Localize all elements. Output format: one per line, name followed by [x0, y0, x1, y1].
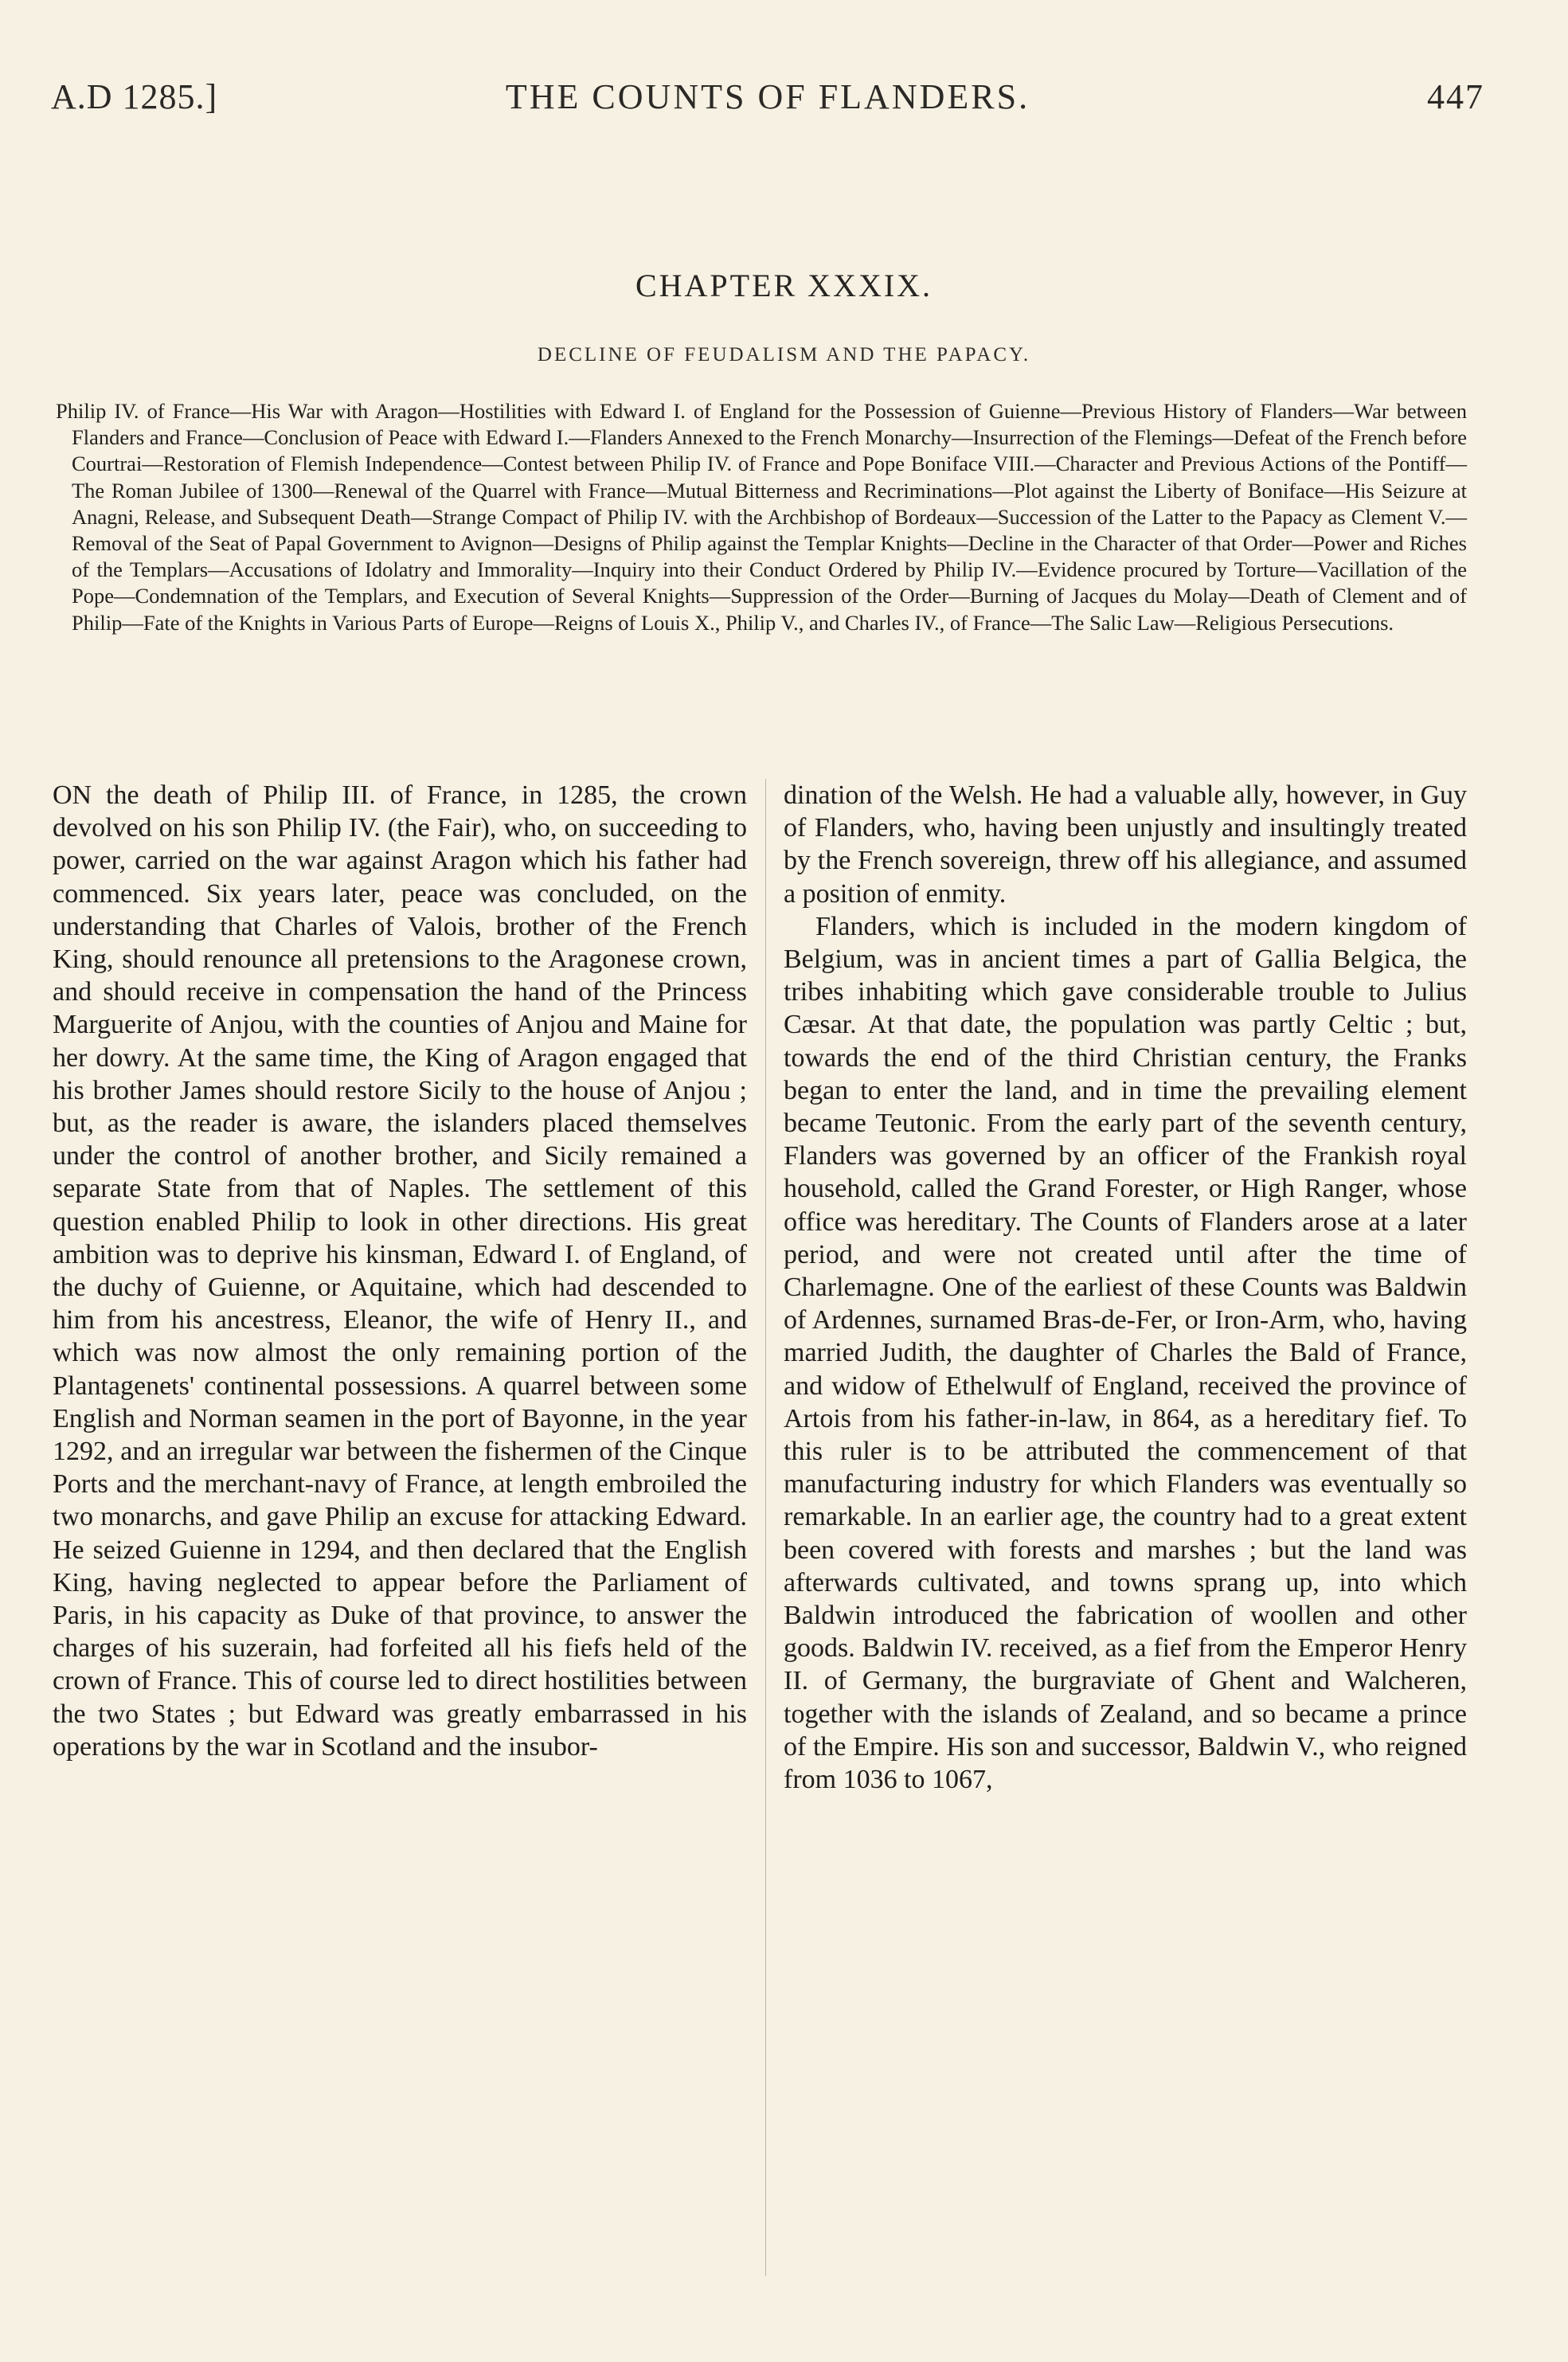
- chapter-title: CHAPTER XXXIX.: [635, 268, 933, 303]
- paragraph: Flanders, which is included in the modern kingdom of Belgium, was in ancient times a part of Gallia Belgica, the tribes inhabiting which gave considerable trouble to Julius Cæsar. At that date, the population was partly Celtic ; but, towards the end of the third Christian century, the Franks began to enter the land, and in time the prevailing element became Teutonic. From the early part of the seventh century, Flanders was governed by an officer of the Frankish royal household, called the Grand Forester, or High Ranger, whose office was hereditary. The Counts of Flanders arose at a later period, and were not created until after the time of Charlemagne. One of the earliest of these Counts was Baldwin of Ardennes, surnamed Bras-de-Fer, or Iron-Arm, who, having married Judith, the daughter of Charles the Bald of France, and widow of Ethelwulf of England, received the province of Artois from his father-in-law, in 864, as a hereditary fief. To this ruler is to be attributed the commencement of that manufacturing industry for which Flanders was eventually so remarkable. In an earlier age, the country had to a great extent been covered with forests and marshes ; but the land was afterwards cultivated, and towns sprang up, into which Baldwin introduced the fabrication of woollen and other goods. Baldwin IV. received, as a fief from the Emperor Henry II. of Germany, the burgraviate of Ghent and Walcheren, together with the islands of Zealand, and so became a prince of the Empire. His son and successor, Baldwin V., who reigned from 1036 to 1067,: [784, 911, 1467, 1795]
- column-divider: [765, 779, 766, 2276]
- running-head-date: A.D 1285.]: [51, 77, 218, 116]
- right-column: [784, 779, 1467, 1796]
- chapter-subtitle: DECLINE OF FEUDALISM AND THE PAPACY.: [537, 344, 1031, 366]
- paragraph: dination of the Welsh. He had a valuable ally, however, in Guy of Flanders, who, having been unjustly and insultingly treated by the French sovereign, threw off his allegiance, and assumed a position of enmity.: [784, 780, 1467, 909]
- left-column: [53, 779, 747, 1763]
- running-head: [51, 76, 1484, 124]
- running-head-title: THE COUNTS OF FLANDERS.: [505, 77, 1030, 116]
- paragraph: ON the death of Philip III. of France, in 1285, the crown devolved on his son Philip IV. (the Fair), who, on succeeding to power, carried on the war against Aragon which his father had commenced. Six years later, peace was concluded, on the understanding that Charles of Valois, brother of the French King, should renounce all pretensions to the Aragonese crown, and should receive in compensation the hand of the Princess Marguerite of Anjou, with the counties of Anjou and Maine for her dowry. At the same time, the King of Aragon engaged that his brother James should restore Sicily to the house of Anjou ; but, as the reader is aware, the islanders placed themselves under the control of another brother, and Sicily remained a separate State from that of Naples. The settlement of this question enabled Philip to look in other directions. His great ambition was to deprive his kinsman, Edward I. of England, of the duchy of Guienne, or Aquitaine, which had descended to him from his ancestress, Eleanor, the wife of Henry II., and which was now almost the only remaining portion of the Plantagenets' continental possessions. A quarrel between some English and Norman seamen in the port of Bayonne, in the year 1292, and an irregular war between the fishermen of the Cinque Ports and the merchant-navy of France, at length embroiled the two monarchs, and gave Philip an excuse for attacking Edward. He seized Guienne in 1294, and then declared that the English King, having neglected to appear before the Parliament of Paris, in his capacity as Duke of that province, to answer the charges of his suzerain, had forfeited all his fiefs held of the crown of France. This of course led to direct hostilities between the two States ; but Edward was greatly embarrassed in his operations by the war in Scotland and the insubor-: [53, 780, 747, 1762]
- page-number: 447: [1427, 77, 1484, 116]
- chapter-synopsis: Philip IV. of France—His War with Aragon—Hostilities with Edward I. of England for the Possession of Guienne—Previous History of Flanders—War between Flanders and France—Conclusion of Peace with Edward I.—Flanders Annexed to the French Monarchy—Insurrection of the Flemings—Defeat of the French before Courtrai—Restoration of Flemish Independence—Contest between Philip IV. of France and Pope Boniface VIII.—Character and Previous Actions of the Pontiff—The Roman Jubilee of 1300—Renewal of the Quarrel with France—Mutual Bitterness and Recriminations—Plot against the Liberty of Boniface—His Seizure at Anagni, Release, and Subsequent Death—Strange Compact of Philip IV. with the Archbishop of Bordeaux—Succession of the Latter to the Papacy as Clement V.—Removal of the Seat of Papal Government to Avignon—Designs of Philip against the Templar Knights—Decline in the Character of that Order—Power and Riches of the Templars—Accusations of Idolatry and Immorality—Inquiry into their Conduct Ordered by Philip IV.—Evidence procured by Torture—Vacillation of the Pope—Condemnation of the Templars, and Execution of Several Knights—Suppression of the Order—Burning of Jacques du Molay—Death of Clement and of Philip—Fate of the Knights in Various Parts of Europe—Reigns of Louis X., Philip V., and Charles IV., of France—The Salic Law—Religious Persecutions.: [56, 399, 1467, 635]
